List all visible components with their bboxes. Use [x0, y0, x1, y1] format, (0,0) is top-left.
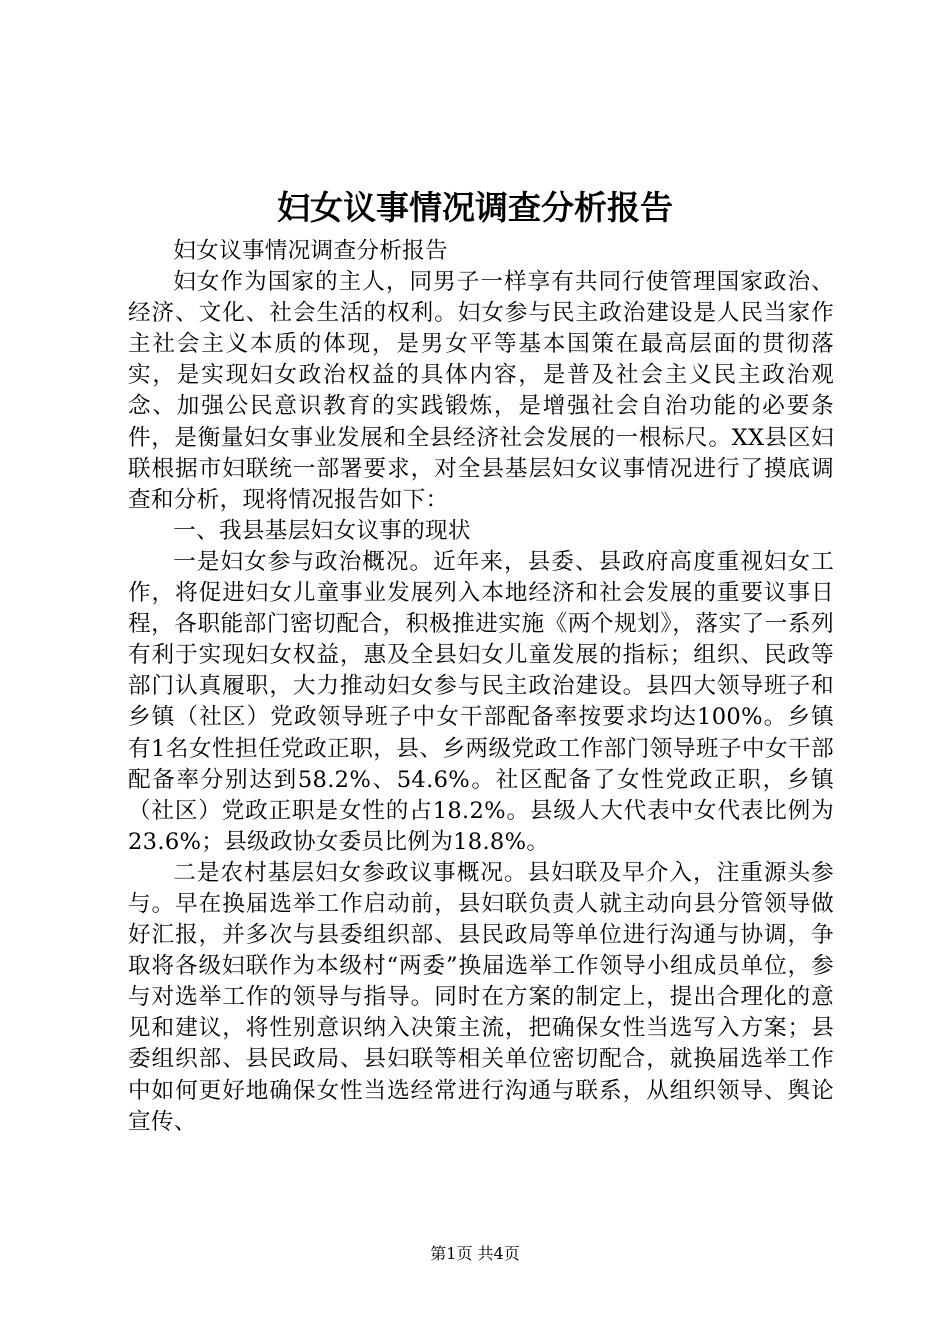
document-body [128, 236, 834, 1138]
section-heading: 一、我县基层妇女议事的现状 [173, 517, 471, 544]
document-title: 妇女议事情况调查分析报告 [277, 188, 673, 227]
page-footer: 第1页 共4页 [430, 1244, 520, 1263]
paragraph-rural-participation: 二是农村基层妇女参政议事概况。县妇联及早介入，注重源头参与。早在换届选举工作启动前，县妇联负责人就主动向县分管领导做好汇报，并多次与县委组织部、县民政局等单位进行沟通与协调，争取将各级妇联作为本级村“两委”换届选举工作领导小组成员单位，参与对选举工作的领导与指导。同时在方案的制定上，提出合理化的意见和建议，将性别意识纳入决策主流，把确保女性当选写入方案；县委组织部、县民政局、县妇联等相关单位密切配合，就换届选举工作中如何更好地确保女性当选经常进行沟通与联系，从组织领导、舆论宣传、 [128, 859, 834, 1135]
paragraph-intro: 妇女作为国家的主人，同男子一样享有共同行使管理国家政治、经济、文化、社会生活的权利。妇女参与民主政治建设是人民当家作主社会主义本质的体现，是男女平等基本国策在最高层面的贯彻落实，是实现妇女政治权益的具体内容，是普及社会主义民主政治观念、加强公民意识教育的实践锻炼，是增强社会自治功能的必要条件，是衡量妇女事业发展和全县经济社会发展的一根标尺。XX县区妇联根据市妇联统一部署要求，对全县基层妇女议事情况进行了摸底调查和分析，现将情况报告如下： [128, 269, 834, 513]
paragraph-political-participation: 一是妇女参与政治概况。近年来，县委、县政府高度重视妇女工作，将促进妇女儿童事业发展列入本地经济和社会发展的重要议事日程，各职能部门密切配合，积极推进实施《两个规划》，落实了一系列有利于实现妇女权益，惠及全县妇女儿童发展的指标；组织、民政等部门认真履职，大力推动妇女参与民主政治建设。县四大领导班子和乡镇（社区）党政领导班子中女干部配备率按要求均达100%。乡镇有1名女性担任党政正职，县、乡两级党政工作部门领导班子中女干部配备率分别达到58.2%、54.6%。社区配备了女性党政正职，乡镇（社区）党政正职是女性的占18.2%。县级人大代表中女代表比例为23.6%；县级政协女委员比例为18.8%。 [128, 548, 834, 855]
paragraph-subtitle: 妇女议事情况调查分析报告 [173, 238, 448, 264]
